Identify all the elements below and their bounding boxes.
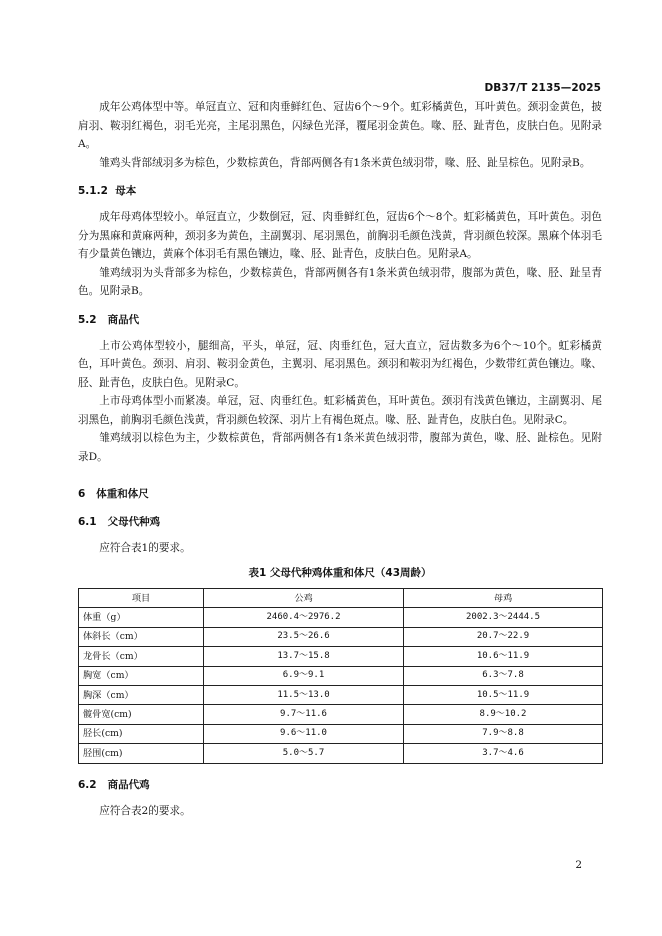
paragraph: 上市母鸡体型小而紧凑。单冠，冠、肉垂红色。虹彩橘黄色，耳叶黄色。颈羽有浅黄色镶边，主副翼羽、尾羽黑色，前胸羽毛颜色浅黄，背羽颜色较深、羽片上有褐色斑点。喙、胫、趾青色，皮肤白色。见附录C。 — [78, 395, 602, 426]
table-cell: 5.0～5.7 — [204, 744, 404, 763]
table-cell: 9.7～11.6 — [204, 705, 404, 724]
section-number: 6 — [78, 488, 86, 500]
table-cell: 20.7～22.9 — [404, 627, 603, 646]
paragraph: 雏鸡绒羽为头背部多为棕色，少数棕黄色，背部两侧各有1条米黄色绒羽带，腹部为黄色，喙、胫、趾呈青色。见附录B。 — [78, 266, 602, 297]
data-table — [78, 588, 603, 764]
section-title: 商品代鸡 — [107, 778, 150, 791]
paragraph: 雏鸡头背部绒羽多为棕色，少数棕黄色，背部两侧各有1条米黄色绒羽带，喙、胫、趾呈棕色。见附录B。 — [99, 156, 591, 169]
table-cell: 11.5～13.0 — [204, 685, 404, 704]
section-heading-6 — [78, 485, 602, 503]
table-cell: 23.5～26.6 — [204, 627, 404, 646]
table-cell: 9.6～11.0 — [204, 724, 404, 743]
table-cell: 3.7～4.6 — [404, 744, 603, 763]
table-cell: 7.9～8.8 — [404, 724, 603, 743]
table-row — [79, 608, 603, 627]
paragraph: 成年公鸡体型中等。单冠直立、冠和肉垂鲜红色、冠齿6个～9个。虹彩橘黄色，耳叶黄色。颈羽金黄色，披肩羽、鞍羽红褐色，羽毛光亮，主尾羽黑色，闪绿色光泽，覆尾羽金黄色。喙、胫、趾青色，皮肤白色。见附录A。 — [78, 101, 602, 150]
section-title: 体重和体尺 — [96, 488, 149, 500]
section-number: 6.1 — [78, 516, 97, 528]
table-cell: 体重（g） — [79, 608, 204, 627]
table-cell: 10.5～11.9 — [404, 685, 603, 704]
section-number: 6.2 — [78, 778, 97, 791]
section-heading-6-2 — [78, 776, 602, 794]
column-header: 项目 — [79, 589, 204, 608]
paragraph: 成年母鸡体型较小。单冠直立，少数倒冠，冠、肉垂鲜红色，冠齿6个～8个。虹彩橘黄色，耳叶黄色。羽色分为黑麻和黄麻两种，颈羽多为黄色，主副翼羽、尾羽黑色，前胸羽毛颜色浅黄，背羽颜色较深。黑麻个体羽毛有少量黄色镶边，黄麻个体羽毛有黑色镶边，喙、胫、趾青色，皮肤白色。见附录A。 — [78, 211, 602, 260]
table-row — [79, 744, 603, 763]
paragraph: 上市公鸡体型较小，腿细高，平头，单冠，冠、肉垂红色，冠大直立，冠齿数多为6个～10个。虹彩橘黄色，耳叶黄色。颈羽、肩羽、鞍羽金黄色，主翼羽、尾羽黑色。颈羽和鞍羽为红褐色，少数带红黄色镶边。喙、胫、趾青色，皮肤白色。见附录C。 — [78, 339, 602, 389]
document-body — [78, 98, 602, 820]
table-cell: 8.9～10.2 — [404, 705, 603, 724]
table-cell: 10.6～11.9 — [404, 647, 603, 666]
paragraph: 应符合表2的要求。 — [99, 804, 191, 817]
paragraph: 应符合表1的要求。 — [99, 542, 191, 554]
table-row — [79, 627, 603, 646]
section-heading-6-1 — [78, 513, 602, 531]
table-cell: 胸深（cm） — [79, 685, 204, 704]
section-heading-5-2 — [78, 311, 602, 329]
table-cell: 2460.4～2976.2 — [204, 608, 404, 627]
table-cell: 体斜长（cm） — [79, 627, 204, 646]
table-cell: 2002.3～2444.5 — [404, 608, 603, 627]
column-header: 母鸡 — [404, 589, 603, 608]
table-title: 表1 父母代种鸡体重和体尺（43周龄） — [248, 566, 432, 579]
section-title: 母本 — [115, 185, 137, 197]
table-cell: 胫长(cm) — [79, 724, 204, 743]
standard-code: DB37/T 2135—2025 — [484, 82, 601, 94]
page-number: 2 — [575, 859, 582, 871]
section-heading-5-1-2 — [78, 182, 602, 200]
paragraph: 雏鸡绒羽以棕色为主，少数棕黄色，背部两侧各有1条米黄色绒羽带，腹部为黄色，喙、胫、趾棕色。见附录D。 — [78, 432, 602, 463]
table-header-row — [79, 589, 603, 608]
section-number: 5.2 — [78, 313, 97, 326]
table-cell: 龙骨长（cm） — [79, 647, 204, 666]
table-row — [79, 705, 603, 724]
table-cell: 胸宽（cm） — [79, 666, 204, 685]
table-cell: 13.7～15.8 — [204, 647, 404, 666]
table-cell: 胫围(cm) — [79, 744, 204, 763]
column-header: 公鸡 — [204, 589, 404, 608]
section-number: 5.1.2 — [78, 185, 108, 197]
table-cell: 髋骨宽(cm) — [79, 705, 204, 724]
section-title: 父母代种鸡 — [107, 516, 161, 528]
table-row — [79, 666, 603, 685]
table-row — [79, 724, 603, 743]
table-row — [79, 685, 603, 704]
section-title: 商品代 — [107, 313, 140, 326]
table-cell: 6.3～7.8 — [404, 666, 603, 685]
table-cell: 6.9～9.1 — [204, 666, 404, 685]
table-row — [79, 647, 603, 666]
